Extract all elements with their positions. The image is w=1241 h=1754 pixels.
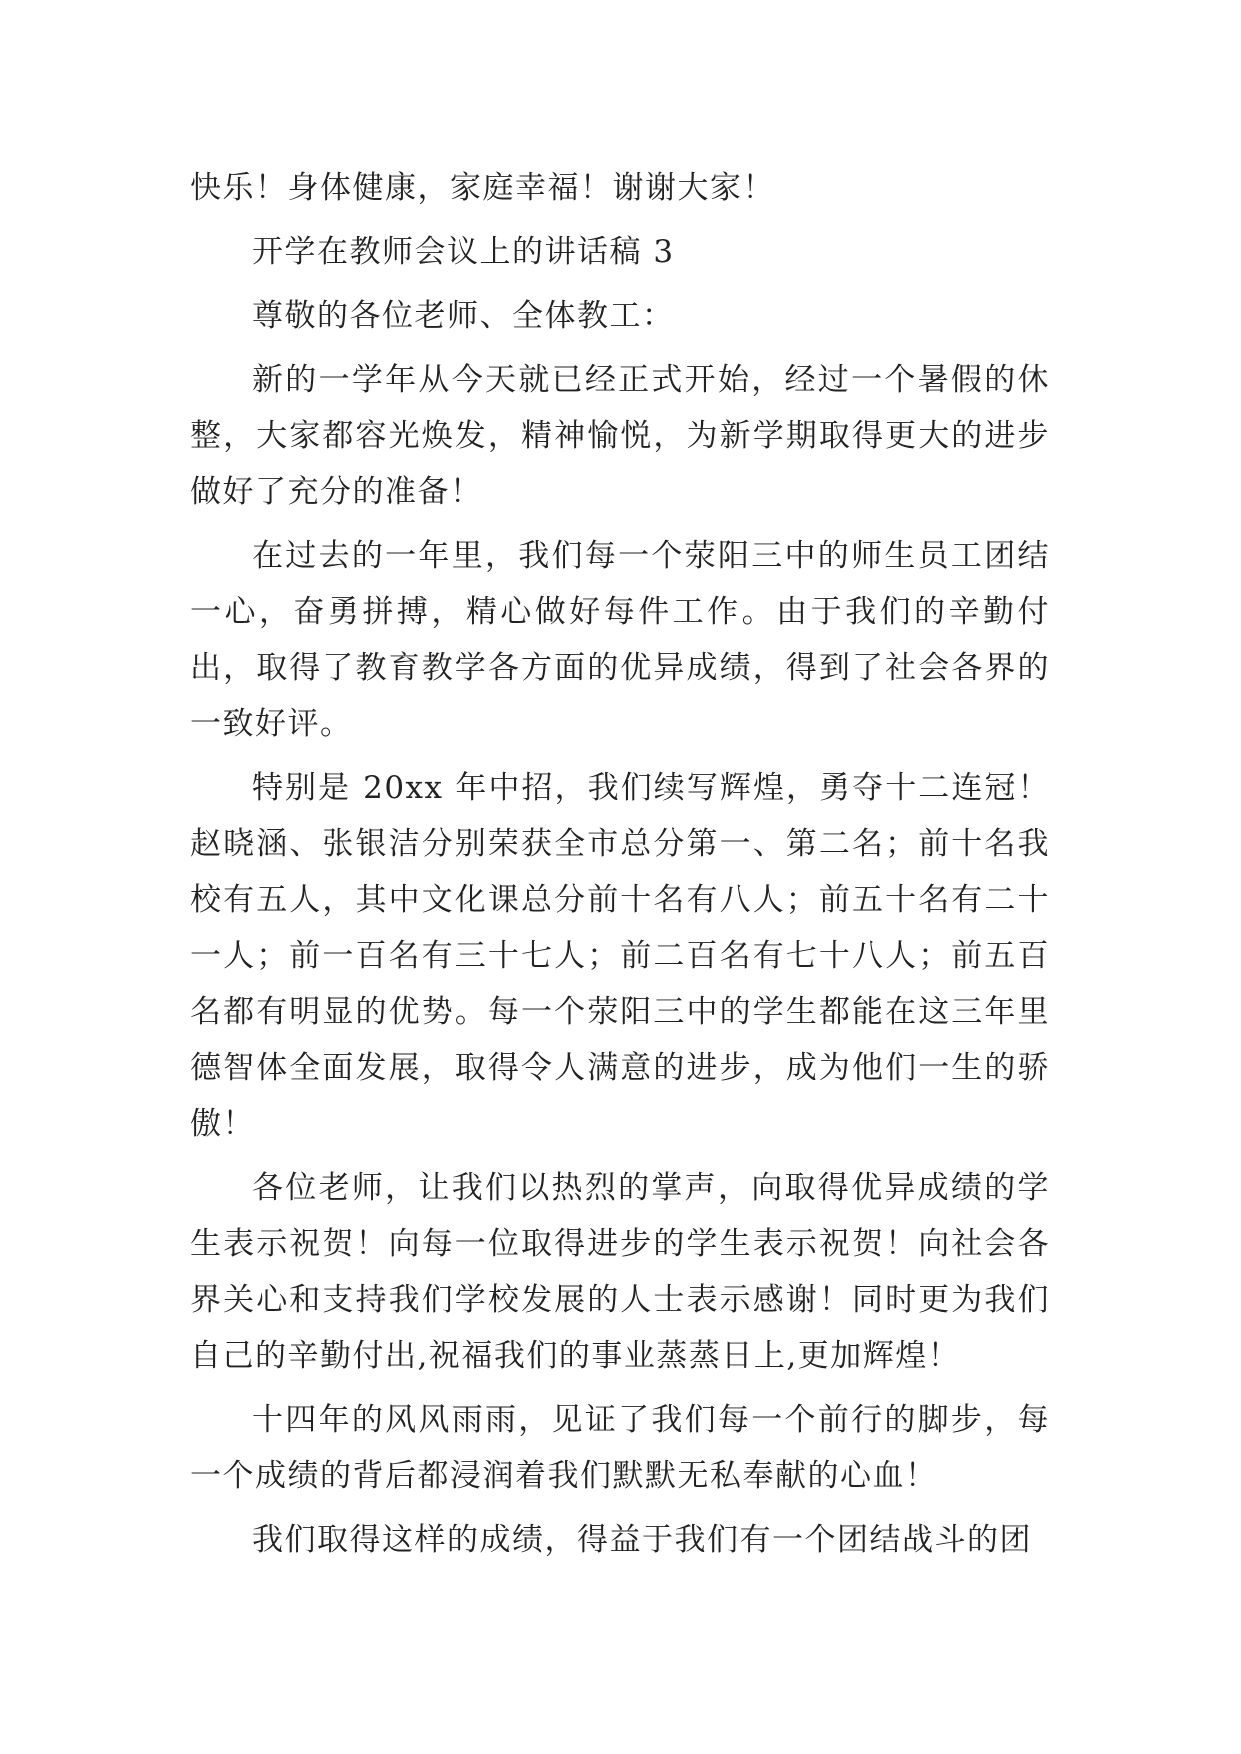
paragraph-new-year: 新的一学年从今天就已经正式开始，经过一个暑假的休整，大家都容光焕发，精神愉悦，为新学期取得更大的进步做好了充分的准备！ xyxy=(190,362,1050,510)
paragraph-team: 我们取得这样的成绩，得益于我们有一个团结战斗的团 xyxy=(252,1522,1032,1558)
document-body xyxy=(190,160,1050,1576)
paragraph-closing-line: 快乐！身体健康，家庭幸福！谢谢大家！ xyxy=(190,170,775,206)
paragraph-congratulations: 各位老师，让我们以热烈的掌声，向取得优异成绩的学生表示祝贺！向每一位取得进步的学生表示祝贺！向社会各界关心和支持我们学校发展的人士表示感谢！同时更为我们自己的辛勤付出,祝福我们的事业蒸蒸日上,更加辉煌！ xyxy=(190,1170,1050,1374)
paragraph-past-year: 在过去的一年里，我们每一个荥阳三中的师生员工团结一心，奋勇拼搏，精心做好每件工作。由于我们的辛勤付出，取得了教育教学各方面的优异成绩，得到了社会各界的一致好评。 xyxy=(190,538,1050,742)
paragraph-fourteen-years: 十四年的风风雨雨，见证了我们每一个前行的脚步，每一个成绩的背后都浸润着我们默默无私奉献的心血！ xyxy=(190,1402,1050,1494)
paragraph-exam-results: 特别是 20xx 年中招，我们续写辉煌，勇夺十二连冠！赵晓涵、张银洁分别荣获全市总分第一、第二名；前十名我校有五人，其中文化课总分前十名有八人；前五十名有二十一人；前一百名有三十七人；前二百名有七十八人；前五百名都有明显的优势。每一个荥阳三中的学生都能在这三年里德智体全面发展，取得令人满意的进步，成为他们一生的骄傲！ xyxy=(190,770,1050,1142)
section-heading: 开学在教师会议上的讲话稿 3 xyxy=(252,234,675,270)
salutation: 尊敬的各位老师、全体教工： xyxy=(252,298,675,334)
